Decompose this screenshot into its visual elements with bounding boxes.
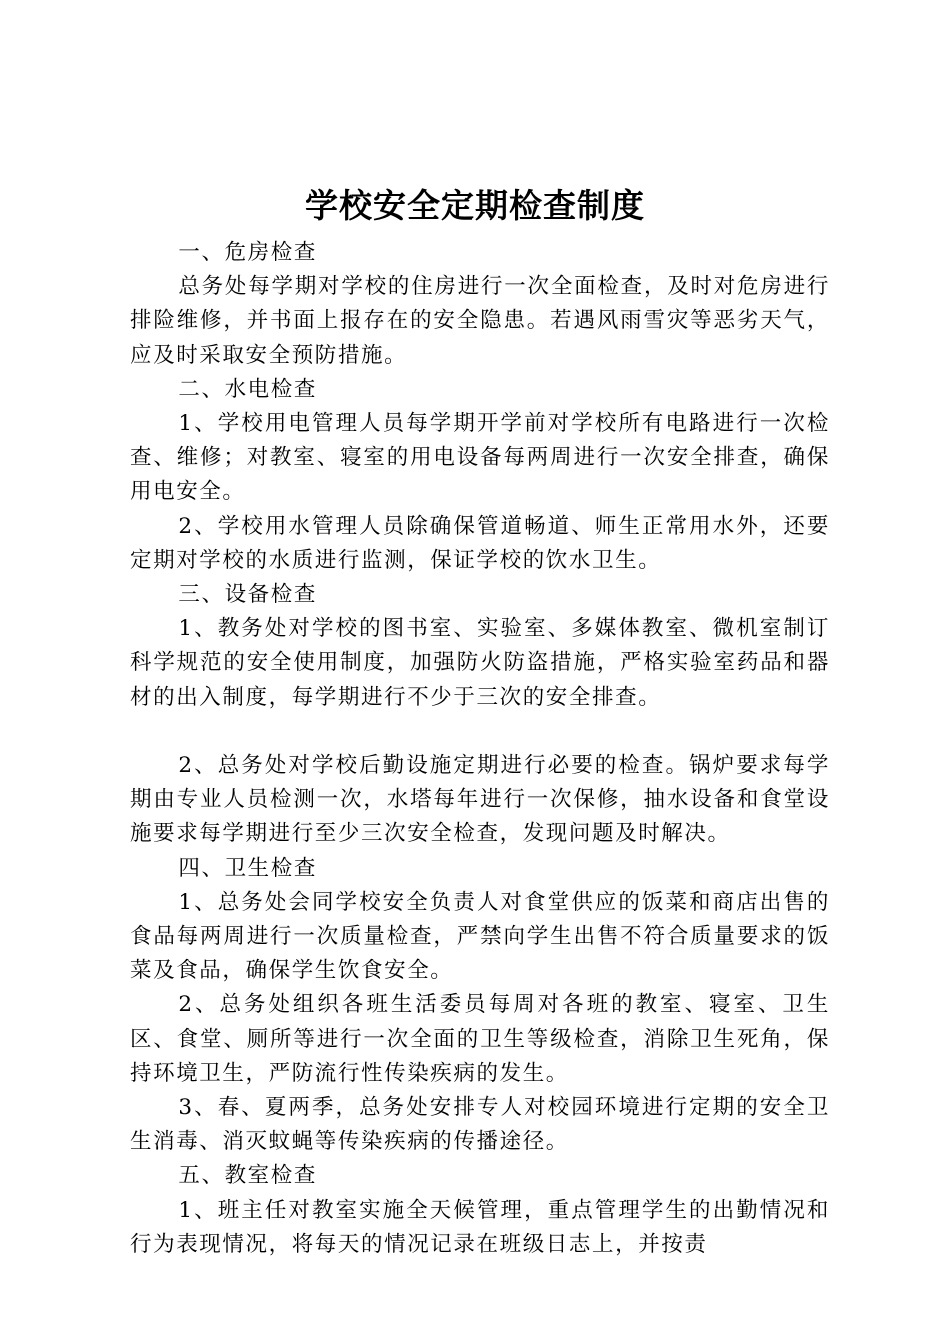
paragraph: 3、春、夏两季，总务处安排专人对校园环境进行定期的安全卫生消毒、消灭蚊蝇等传染疾病的传播途径。 xyxy=(130,1095,830,1155)
blank-line xyxy=(130,715,830,749)
paragraph: 1、总务处会同学校安全负责人对食堂供应的饭菜和商店出售的食品每两周进行一次质量检查，严禁向学生出售不符合质量要求的饭菜及食品，确保学生饮食安全。 xyxy=(130,889,830,984)
section-heading-dangerous-buildings: 一、危房检查 xyxy=(178,240,317,265)
paragraph: 2、总务处组织各班生活委员每周对各班的教室、寝室、卫生区、食堂、厕所等进行一次全面的卫生等级检查，消除卫生死角，保持环境卫生，严防流行性传染疾病的发生。 xyxy=(130,992,830,1086)
paragraph: 2、学校用水管理人员除确保管道畅道、师生正常用水外，还要定期对学校的水质进行监测，保证学校的饮水卫生。 xyxy=(130,513,830,573)
section-heading-classroom: 五、教室检查 xyxy=(178,1163,317,1189)
section-heading-equipment: 三、设备检查 xyxy=(178,582,317,608)
paragraph: 2、总务处对学校后勤设施定期进行必要的检查。锅炉要求每学期由专业人员检测一次，水塔每年进行一次保修，抽水设备和食堂设施要求每学期进行至少三次安全检查，发现问题及时解决。 xyxy=(130,753,830,847)
paragraph: 1、教务处对学校的图书室、实验室、多媒体教室、微机室制订科学规范的安全使用制度，加强防火防盗措施，严格实验室药品和器材的出入制度，每学期进行不少于三次的安全排查。 xyxy=(130,616,830,710)
section-heading-hygiene: 四、卫生检查 xyxy=(178,855,317,881)
section-heading-water-electricity: 二、水电检查 xyxy=(178,376,317,402)
document-title: 学校安全定期检查制度 xyxy=(305,186,645,225)
paragraph: 1、学校用电管理人员每学期开学前对学校所有电路进行一次检查、维修；对教室、寝室的用电设备每两周进行一次安全排查，确保用电安全。 xyxy=(130,411,830,505)
paragraph: 总务处每学期对学校的住房进行一次全面检查，及时对危房进行排险维修，并书面上报存在的安全隐患。若遇风雨雪灾等恶劣天气，应及时采取安全预防措施。 xyxy=(130,274,830,368)
paragraph: 1、班主任对教室实施全天候管理，重点管理学生的出勤情况和行为表现情况，将每天的情况记录在班级日志上，并按责 xyxy=(130,1197,830,1257)
document-body xyxy=(130,236,830,1262)
